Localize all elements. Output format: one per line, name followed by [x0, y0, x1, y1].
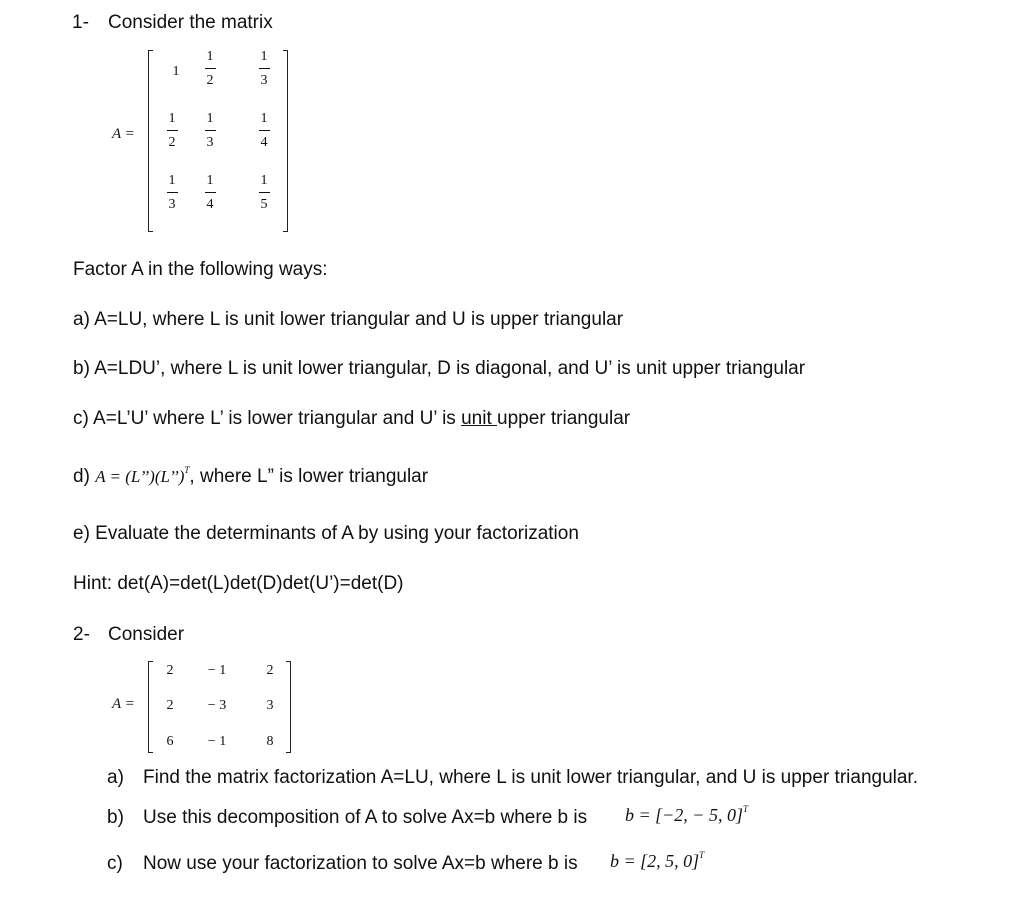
q1-intro: Consider the matrix: [108, 12, 273, 33]
q1-part-d-label: d): [73, 466, 90, 487]
q2-matrix-cell: 2: [166, 698, 174, 713]
q2-left-bracket: [148, 661, 153, 753]
q1-part-c-underlined: unit: [461, 408, 498, 429]
q2-part-b-sup: T: [742, 804, 748, 814]
q1-matrix-cell: $\frac{1}{3}$: [168, 173, 176, 212]
q1-part-d-sup: T: [184, 465, 190, 475]
q2-part-c-formula: [610, 852, 704, 870]
q2-part-b-text: Use this decomposition of A to solve Ax=b where b is: [143, 807, 588, 828]
q1-matrix-cell: $\frac{1}{4}$: [206, 173, 214, 212]
q2-part-a-label: a): [107, 767, 124, 788]
q2-part-c-sup: T: [699, 850, 705, 860]
q2-part-c-label: c): [107, 853, 123, 874]
q2-part-b-label: b): [107, 807, 124, 828]
q2-right-bracket: [286, 661, 291, 753]
q2-matrix-label: A =: [112, 696, 135, 712]
q2-part-b-vector: b = [−2, − 5, 0]: [625, 805, 743, 825]
q1-factor-intro: Factor A in the following ways:: [73, 259, 328, 280]
q2-part-b-formula: [625, 806, 748, 824]
q1-matrix-cell: $\frac{1}{3}$: [206, 111, 214, 150]
q2-part-a-text: Find the matrix factorization A=LU, where L is unit lower triangular, and U is upper triangular.: [143, 767, 918, 788]
q1-part-c-tail: upper triangular: [497, 408, 631, 429]
q1-matrix-cell: $\frac{1}{2}$: [206, 49, 214, 88]
q2-part-c-vector: b = [2, 5, 0]: [610, 851, 700, 871]
q1-matrix-cell: $\frac{1}{2}$: [168, 111, 176, 150]
q1-part-d-text: , where L” is lower triangular: [189, 466, 429, 487]
q2-matrix-cell: − 3: [207, 698, 227, 713]
q1-matrix-cell: $\frac{1}{3}$: [260, 49, 268, 88]
q2-matrix-cell: 2: [266, 663, 274, 678]
q2-number: 2-: [73, 624, 90, 645]
q1-part-b: b) A=LDU’, where L is unit lower triangular, D is diagonal, and U’ is unit upper triangular: [73, 358, 806, 379]
q2-part-c-text: Now use your factorization to solve Ax=b where b is: [143, 853, 578, 874]
q1-part-a: a) A=LU, where L is unit lower triangular and U is upper triangular: [73, 309, 624, 330]
q1-part-e: e) Evaluate the determinants of A by using your factorization: [73, 523, 579, 544]
q2-matrix-cell: 2: [166, 663, 174, 678]
q1-matrix-cell: $\frac{1}{4}$: [260, 111, 268, 150]
q2-intro: Consider: [108, 624, 185, 645]
q2-matrix-cell: 6: [166, 734, 174, 749]
q1-part-d-formula: A = (L’’)(L’’): [95, 467, 185, 486]
q1-matrix-cell: $\frac{1}{5}$: [260, 173, 268, 212]
q2-matrix-cell: − 1: [207, 663, 227, 678]
q1-part-c-text: c) A=L’U’ where L’ is lower triangular and U’ is: [73, 408, 462, 429]
q2-matrix-cell: 3: [266, 698, 274, 713]
q1-matrix-cell: 1: [172, 64, 180, 79]
q1-number: 1-: [72, 12, 89, 33]
q2-matrix-cell: 8: [266, 734, 274, 749]
q1-hint: Hint: det(A)=det(L)det(D)det(U’)=det(D): [73, 573, 404, 594]
q2-matrix-cell: − 1: [207, 734, 227, 749]
q1-matrix-label: A =: [112, 126, 135, 142]
